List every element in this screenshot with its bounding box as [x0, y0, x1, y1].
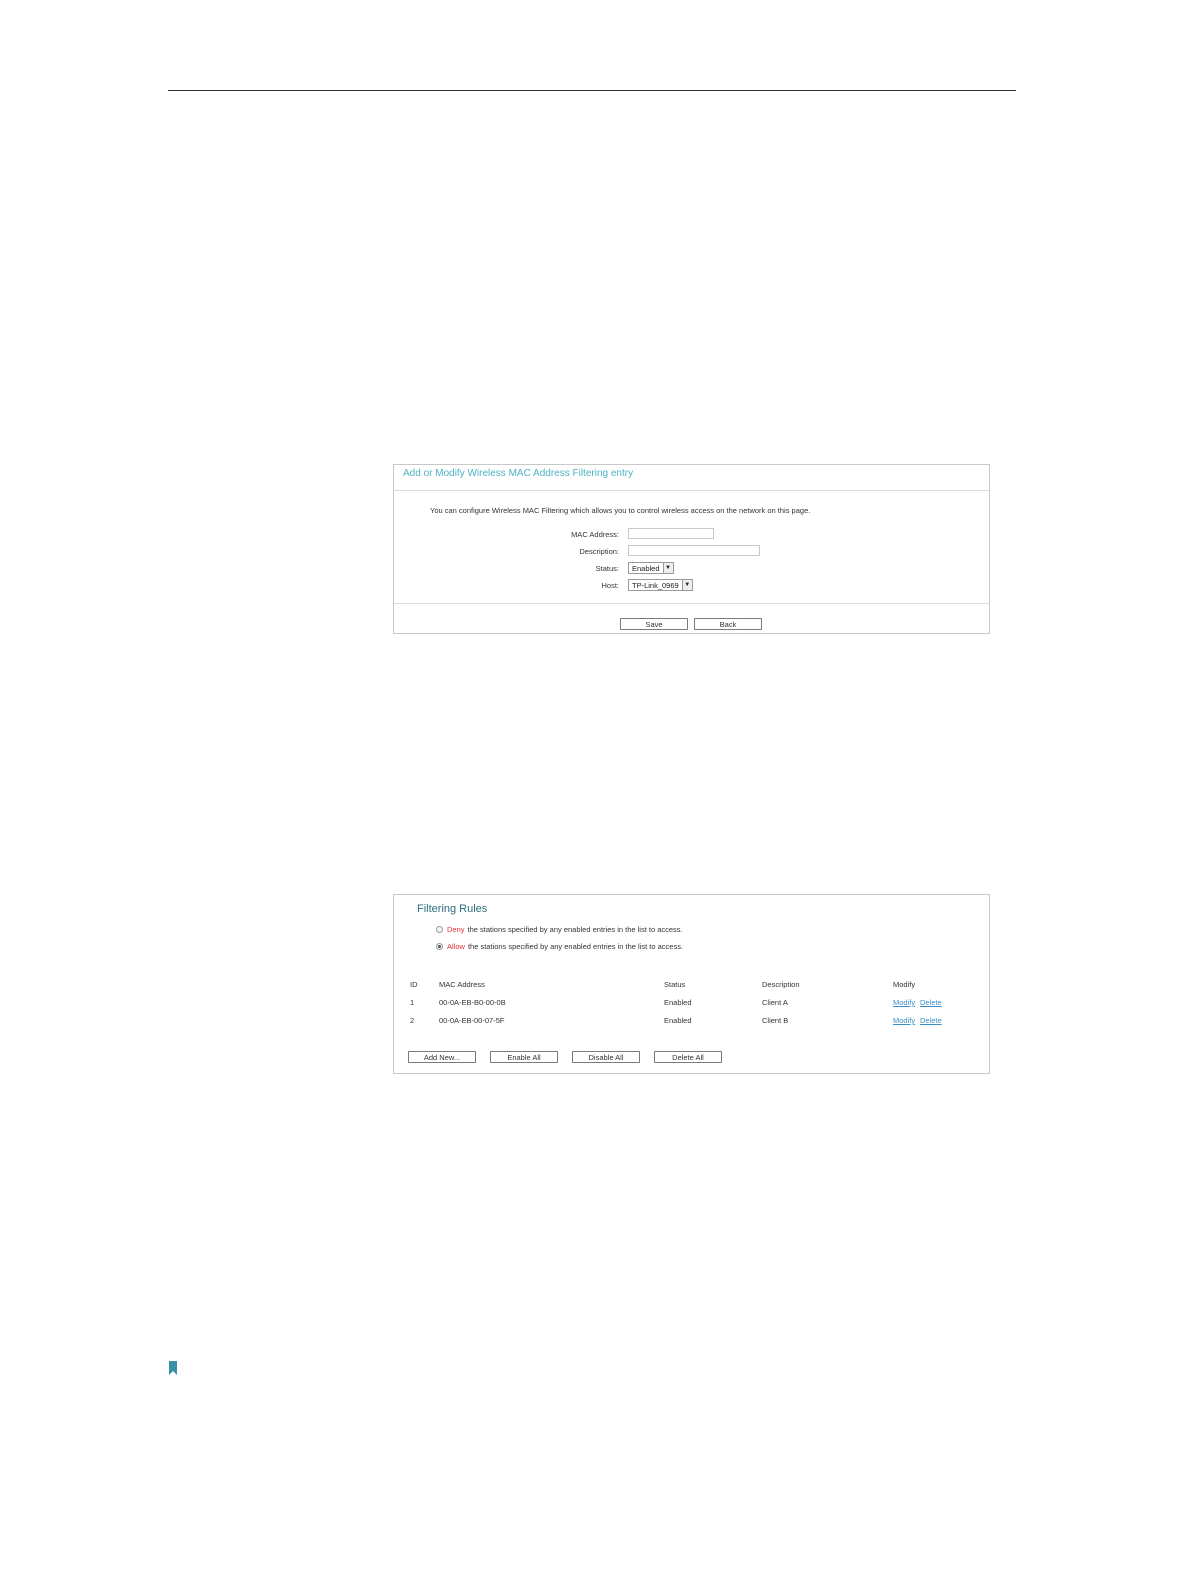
mac-address-label: MAC Address: [571, 530, 619, 539]
allow-keyword: Allow [447, 941, 465, 951]
disable-all-button[interactable]: Disable All [572, 1051, 640, 1063]
description-input[interactable] [628, 545, 760, 556]
column-header-id: ID [410, 980, 418, 989]
add-new-button[interactable]: Add New... [408, 1051, 476, 1063]
page-header-rule [168, 90, 1016, 91]
row-1-description: Client A [762, 998, 788, 1007]
mac-filter-entry-panel [393, 464, 990, 634]
bookmark-icon [169, 1361, 177, 1375]
row-1-modify-link[interactable]: Modify [893, 998, 916, 1007]
description-label: Description: [579, 547, 619, 556]
column-header-status: Status [664, 980, 686, 989]
chevron-down-icon[interactable]: ▼ [663, 563, 673, 573]
filtering-rules-panel [393, 894, 990, 1074]
entry-panel-title: Add or Modify Wireless MAC Address Filtering entry [403, 468, 634, 479]
column-header-description: Description [762, 980, 800, 989]
host-select-value: TP-Link_0969 [632, 580, 679, 590]
row-1-mac: 00-0A-EB-B0-00-0B [439, 998, 506, 1007]
host-select[interactable] [628, 579, 693, 591]
row-2-modify-link[interactable]: Modify [893, 1016, 916, 1025]
row-2-delete-link[interactable]: Delete [920, 1016, 942, 1025]
row-2-mac: 00-0A-EB-00-07-5F [439, 1016, 505, 1025]
deny-rule-text: the stations specified by any enabled entries in the list to access. [467, 924, 683, 934]
host-row [394, 579, 989, 593]
divider [394, 603, 989, 604]
mac-address-input[interactable] [628, 528, 714, 539]
status-label: Status: [595, 564, 619, 573]
allow-radio[interactable] [436, 943, 443, 950]
save-button[interactable]: Save [620, 618, 688, 630]
status-row [394, 562, 989, 576]
entry-panel-intro: You can configure Wireless MAC Filtering which allows you to control wireless access on the network on this page. [430, 506, 811, 515]
column-header-modify: Modify [893, 980, 916, 989]
row-2-description: Client B [762, 1016, 789, 1025]
delete-all-button[interactable]: Delete All [654, 1051, 722, 1063]
mac-address-row [394, 528, 989, 542]
enable-all-button[interactable]: Enable All [490, 1051, 558, 1063]
row-2-status: Enabled [664, 1016, 692, 1025]
allow-rule-text: the stations specified by any enabled entries in the list to access. [467, 941, 684, 951]
row-1-id: 1 [410, 998, 415, 1007]
filtering-rules-title: Filtering Rules [417, 903, 488, 915]
deny-rule-option[interactable] [436, 923, 683, 935]
deny-radio[interactable] [436, 926, 443, 933]
row-1-delete-link[interactable]: Delete [920, 998, 942, 1007]
description-row [394, 545, 989, 559]
status-select-value: Enabled [632, 563, 660, 573]
allow-rule-option[interactable] [436, 940, 683, 952]
row-2-id: 2 [410, 1016, 415, 1025]
column-header-mac: MAC Address [439, 980, 485, 989]
row-1-status: Enabled [664, 998, 692, 1007]
deny-keyword: Deny [447, 924, 465, 934]
status-select[interactable] [628, 562, 674, 574]
host-label: Host: [601, 581, 619, 590]
chevron-down-icon[interactable]: ▼ [682, 580, 692, 590]
divider [394, 490, 989, 491]
back-button[interactable]: Back [694, 618, 762, 630]
